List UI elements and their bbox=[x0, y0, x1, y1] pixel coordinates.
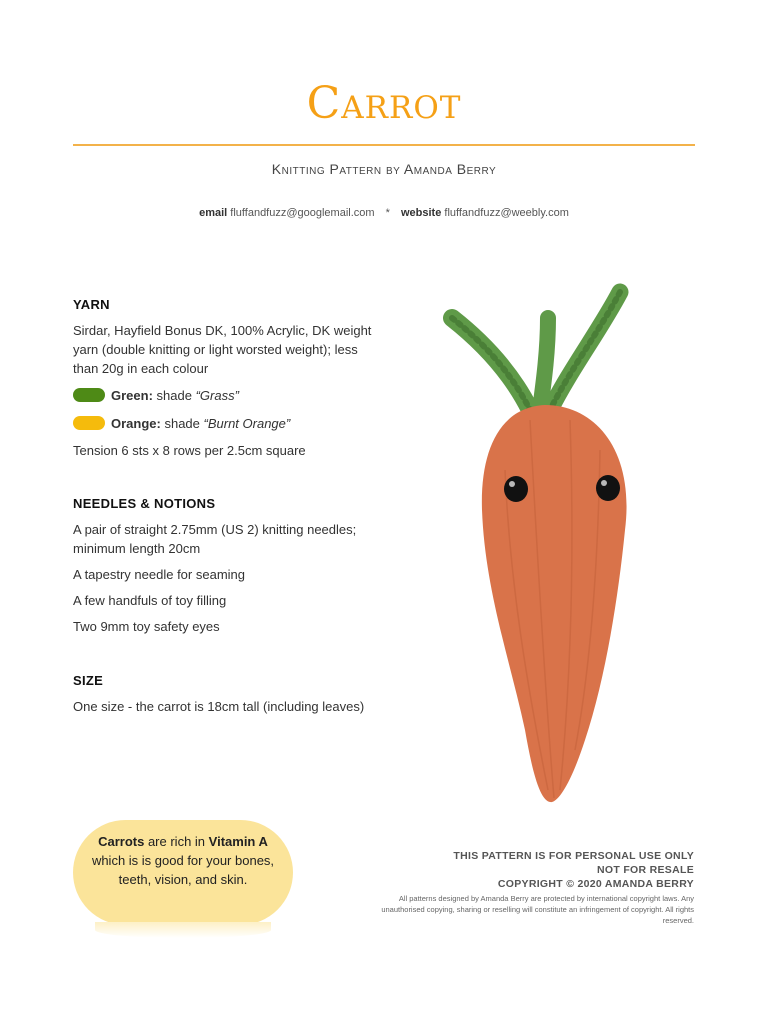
contact-line bbox=[0, 207, 768, 219]
shade-label: shade bbox=[156, 387, 192, 403]
personal-use-notice: THIS PATTERN IS FOR PERSONAL USE ONLY bbox=[453, 850, 694, 862]
yarn-colour-name: Orange: bbox=[111, 415, 161, 431]
tension-text: Tension 6 sts x 8 rows per 2.5cm square bbox=[73, 443, 306, 458]
yarn-shade: “Burnt Orange” bbox=[203, 415, 291, 431]
resale-notice: NOT FOR RESALE bbox=[597, 864, 694, 876]
size-heading: SIZE bbox=[73, 673, 104, 688]
left-eye bbox=[504, 476, 528, 502]
vitamin-callout bbox=[73, 820, 293, 925]
right-eye bbox=[596, 475, 620, 501]
email-link[interactable]: fluffandfuzz@googlemail.com bbox=[230, 207, 375, 219]
needles-heading: NEEDLES & NOTIONS bbox=[73, 496, 216, 511]
needles-item: A pair of straight 2.75mm (US 2) knitting needles; minimum length 20cm bbox=[73, 522, 357, 556]
copyright-line: COPYRIGHT © 2020 AMANDA BERRY bbox=[497, 878, 694, 890]
page-subtitle: Knitting Pattern by Amanda Berry bbox=[271, 161, 497, 177]
size-section bbox=[73, 671, 373, 723]
yarn-description: Sirdar, Hayfield Bonus DK, 100% Acrylic, DK weight yarn (double knitting or light worsted weight); less than 20g in each colour bbox=[73, 323, 372, 376]
yarn-heading: YARN bbox=[73, 297, 110, 312]
yarn-colour-green bbox=[73, 385, 373, 405]
website-label: website bbox=[400, 207, 442, 219]
copyright-fine-print: All patterns designed by Amanda Berry are protected by international copyright laws. Any unauthorised copying, sharing or reselling will constitute an infringement of copyright. All rights reserved. bbox=[381, 894, 694, 925]
yarn-shade: “Grass” bbox=[195, 387, 239, 403]
website-link[interactable]: fluffandfuzz@weebly.com bbox=[444, 207, 569, 219]
green-swatch bbox=[73, 388, 105, 402]
yarn-colour-name: Green: bbox=[111, 387, 153, 403]
needles-item: A tapestry needle for seaming bbox=[73, 567, 245, 582]
copyright-notice bbox=[374, 849, 694, 926]
knitted-carrot-photo bbox=[420, 270, 660, 810]
orange-swatch bbox=[73, 416, 105, 430]
yarn-section bbox=[73, 295, 373, 467]
needles-section bbox=[73, 494, 373, 643]
size-text: One size - the carrot is 18cm tall (including leaves) bbox=[73, 699, 365, 714]
page-title: Carrot bbox=[306, 78, 462, 129]
carrot-body bbox=[482, 405, 627, 802]
carrot-leaves bbox=[452, 292, 620, 410]
callout-bold-carrots: Carrots bbox=[98, 834, 145, 849]
callout-text: are rich in bbox=[144, 834, 209, 849]
callout-shadow bbox=[95, 922, 271, 938]
email-label: email bbox=[199, 207, 228, 219]
title-divider bbox=[73, 144, 695, 146]
shade-label: shade bbox=[164, 415, 200, 431]
callout-bold-vitamin: Vitamin A bbox=[208, 834, 268, 849]
callout-text: which is is good for your bones, teeth, vision, and skin. bbox=[91, 853, 275, 887]
contact-separator: * bbox=[385, 207, 390, 219]
needles-item: A few handfuls of toy filling bbox=[73, 593, 227, 608]
yarn-colour-orange bbox=[73, 413, 373, 433]
needles-item: Two 9mm toy safety eyes bbox=[73, 619, 220, 634]
